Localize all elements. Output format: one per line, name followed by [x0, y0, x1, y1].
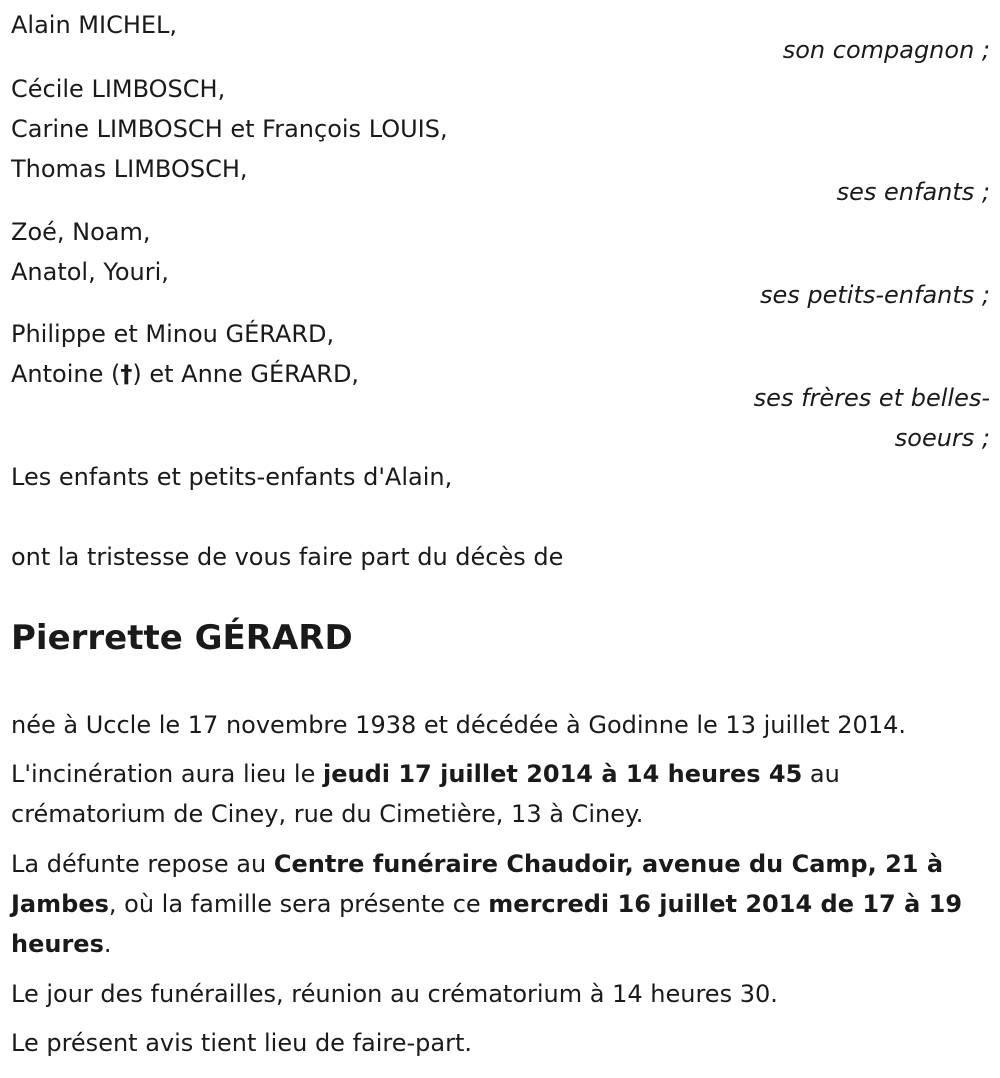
rest-line3: [11, 929, 112, 959]
cremation-date: jeudi 17 juillet 2014 à 14 heures 45: [323, 760, 803, 788]
cremation-text: au: [802, 760, 840, 788]
companion-role: son compagnon ;: [782, 36, 990, 64]
notice-line: Le présent avis tient lieu de faire-part.: [11, 1029, 473, 1057]
visitation-date: mercredi 16 juillet 2014 de 17 à 19: [488, 890, 963, 918]
grandchild-names: Anatol, Youri,: [11, 258, 169, 286]
sibling-name-part: Antoine (: [11, 360, 121, 388]
child-name: Carine LIMBOSCH et François LOUIS,: [11, 115, 448, 143]
children-role: ses enfants ;: [836, 178, 990, 206]
cross-icon: †: [120, 360, 133, 388]
sibling-name: Philippe et Minou GÉRARD,: [11, 320, 335, 348]
rest-text: .: [103, 930, 112, 958]
alain-family: Les enfants et petits-enfants d'Alain,: [11, 463, 453, 491]
companion-name: Alain MICHEL,: [11, 11, 178, 39]
child-name: Thomas LIMBOSCH,: [11, 155, 248, 183]
sibling-name-with-cross: [11, 359, 359, 389]
rest-line2: [11, 889, 962, 919]
deceased-name: Pierrette GÉRARD: [11, 618, 353, 658]
siblings-role-line1: ses frères et belles-: [753, 384, 990, 412]
child-name: Cécile LIMBOSCH,: [11, 75, 226, 103]
rest-text: , où la famille sera présente ce: [108, 890, 489, 918]
rest-place: Centre funéraire Chaudoir, avenue du Camp, 21 à: [273, 850, 944, 878]
birth-death-line: née à Uccle le 17 novembre 1938 et décédée à Godinne le 13 juillet 2014.: [11, 711, 906, 739]
rest-line1: [11, 849, 943, 879]
cremation-line2: crématorium de Ciney, rue du Cimetière, 13 à Ciney.: [11, 800, 644, 828]
visitation-date: heures: [11, 930, 104, 958]
grandchild-names: Zoé, Noam,: [11, 218, 151, 246]
announcement-text: ont la tristesse de vous faire part du décès de: [11, 543, 564, 571]
grandchildren-role: ses petits-enfants ;: [759, 281, 990, 309]
cremation-line1: [11, 759, 840, 789]
rest-place: Jambes: [11, 890, 109, 918]
sibling-name-part: ) et Anne GÉRARD,: [132, 360, 360, 388]
cremation-text: L'incinération aura lieu le: [11, 760, 323, 788]
meeting-line: Le jour des funérailles, réunion au crématorium à 14 heures 30.: [11, 980, 778, 1008]
rest-text: La défunte repose au: [11, 850, 274, 878]
siblings-role-line2: soeurs ;: [894, 424, 990, 452]
